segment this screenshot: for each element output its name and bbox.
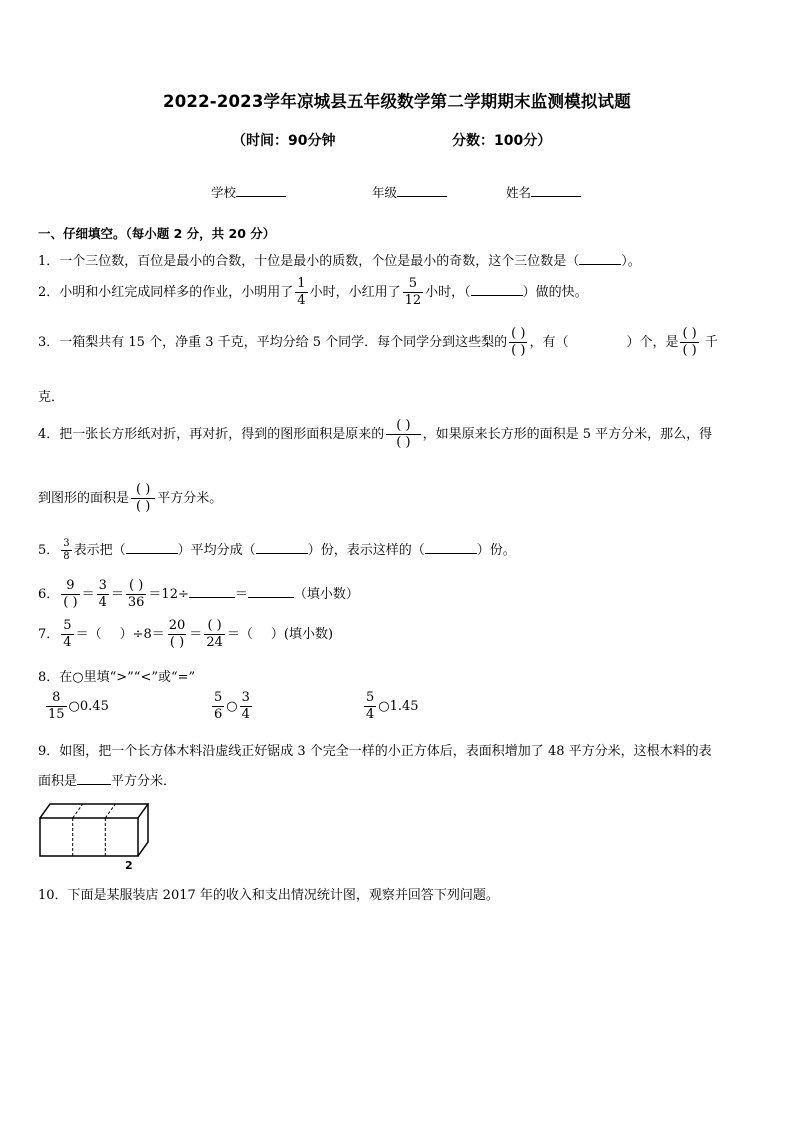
fraction-1-4: $\frac{1}{4}$ [297,276,306,308]
school-field [211,183,286,201]
fraction-blank[interactable]: $\frac{( )}{( )}$ [682,326,697,358]
question-1-end: ）。 [621,254,641,269]
compare-item-3[interactable]: $\frac{5}{4}$ ○1.45 [366,690,419,722]
question-2 [38,276,588,309]
question-8: 8．在○里填“>”“<”或“=” [38,670,196,685]
question-6-blank-1[interactable] [189,586,235,598]
question-1-text: 1．一个三位数，百位是最小的合数，十位是最小的质数，个位是最小的奇数，这个三位数是（ [38,254,580,269]
question-2-text-b: 小时，小红用了 [309,285,401,300]
question-3-line2: 克． [38,390,65,405]
question-1 [38,250,641,269]
question-5-blank-2[interactable] [256,542,308,554]
cuboid-figure [36,796,156,872]
page-title: 2022-2023学年凉城县五年级数学第二学期期末监测模拟试题 [163,92,631,111]
question-6-note: （填小数） [293,587,359,602]
question-5-blank-1[interactable] [126,542,178,554]
question-1-blank[interactable] [579,253,621,265]
fraction-3-4: $\frac{3}{4}$ [241,690,250,722]
question-6-blank-2[interactable] [248,586,294,598]
fraction-9-blank: $\frac{9}{( )}$ [63,578,78,610]
question-4-line2 [38,482,222,515]
question-7-note: ）(填小数) [270,627,334,642]
school-blank[interactable] [236,184,286,197]
grade-label: 年级 [372,185,398,200]
question-4-text-a: 4．把一张长方形纸对折，再对折，得到的图形面积是原来的 [38,427,385,442]
question-2-text-a: 2．小明和小红完成同样多的作业，小明用了 [38,285,294,300]
grade-blank[interactable] [397,184,447,197]
question-5-text-b: ）平均分成（ [177,543,256,558]
fraction-5-4: $\frac{5}{4}$ [63,618,72,650]
exam-time: （时间：90分钟 [232,133,336,149]
question-2-blank[interactable] [471,284,523,296]
fraction-3-4: $\frac{3}{4}$ [98,578,107,610]
fraction-5-6: $\frac{5}{6}$ [214,690,223,722]
question-5-text-c: ）份，表示这样的（ [307,543,425,558]
question-7-number: 7． [38,627,60,642]
question-5 [38,538,516,563]
question-5-text-d: ）份。 [476,543,516,558]
fraction-blank[interactable]: $\frac{( )}{( )}$ [386,418,420,451]
fraction-5-12: $\frac{5}{12}$ [404,276,422,308]
question-2-text-c: 小时，（ [425,285,471,300]
name-label: 姓名 [506,185,532,200]
question-5-text-a: 表示把（ [73,543,126,558]
question-4-text-b: ，如果原来长方形的面积是 5 平方分米，那么，得 [422,427,713,442]
question-6: 6． $\frac{9}{( )}$ ＝ $\frac{3}{4}$ ＝ $\frac{( )}{36}$ ＝12÷ ＝ （填小数） [38,578,359,610]
question-5-number: 5． [38,543,60,558]
name-field [506,183,581,201]
question-10: 10．下面是某服装店 2017 年的收入和支出情况统计图，观察并回答下列问题。 [38,888,499,903]
question-3-text-b: ，有（ [529,335,569,350]
question-4-text-d: 平方分米。 [157,491,223,506]
question-5-blank-3[interactable] [425,542,477,554]
fraction-8-15: $\frac{8}{15}$ [48,690,65,722]
fraction-blank-36: $\frac{( )}{36}$ [127,578,145,610]
question-9: 9．如图，把一个长方体木料沿虚线正好锯成 3 个完全一样的小正方体后，表面积增加了 48 平方分米，这根木料的表 [38,744,712,759]
question-9-line2: 面积是 平方分米． [38,774,177,789]
question-3-text-d: 千 [704,335,718,350]
name-blank[interactable] [531,184,581,197]
grade-field [372,183,447,201]
fraction-blank[interactable]: $\frac{( )}{( )}$ [511,326,526,358]
question-6-division: ＝12÷ [148,587,189,602]
question-6-number: 6． [38,587,60,602]
question-3-text-a: 3．一箱梨共有 15 个，净重 3 千克，平均分给 5 个同学．每个同学分到这些梨的 [38,335,508,350]
question-3 [38,326,718,359]
question-7: 7． $\frac{5}{4}$ ＝（ ）÷8＝ $\frac{20}{( )}$ ＝ $\frac{( )}{24}$ ＝（ ）(填小数) [38,618,334,650]
question-9-blank[interactable] [77,773,111,785]
compare-item-2[interactable]: $\frac{5}{6}$ ○ $\frac{3}{4}$ [214,690,250,722]
fraction-blank[interactable]: $\frac{( )}{( )}$ [131,482,155,515]
question-4 [38,418,712,451]
question-4-text-c: 到图形的面积是 [38,491,130,506]
figure-label: 2 [125,859,133,872]
exam-score: 分数：100分） [452,133,552,149]
fraction-20-blank: $\frac{20}{( )}$ [168,618,186,650]
fraction-5-4: $\frac{5}{4}$ [366,690,375,722]
section-heading: 一、仔细填空。（每小题 2 分，共 20 分） [38,226,276,241]
school-label: 学校 [211,185,237,200]
question-3-text-c: ）个，是 [626,335,679,350]
compare-item-1[interactable]: $\frac{8}{15}$ ○0.45 [48,690,109,722]
fraction-3-8: $\frac{3}{8}$ [63,538,70,562]
question-2-text-d: ）做的快。 [522,285,588,300]
fraction-blank-24: $\frac{( )}{24}$ [206,618,223,650]
